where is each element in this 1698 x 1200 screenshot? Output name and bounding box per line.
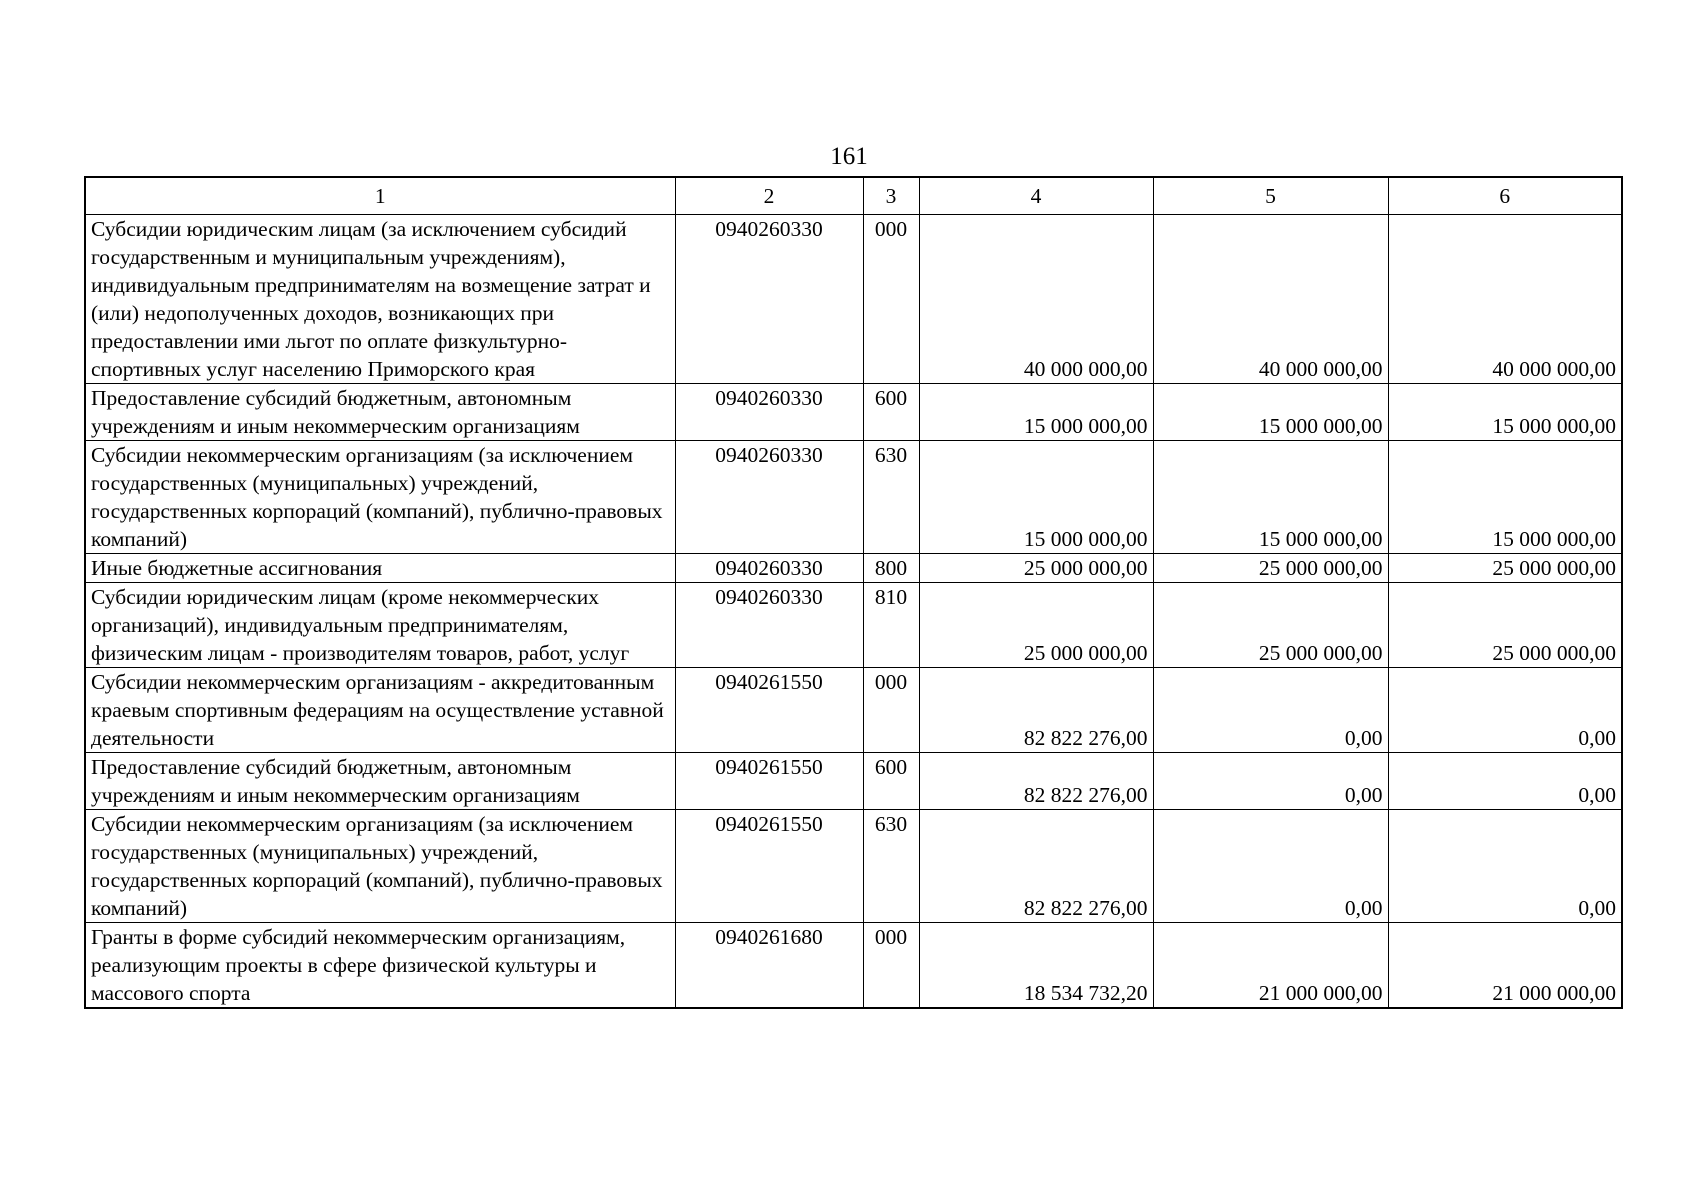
row-name: Предоставление субсидий бюджетным, автономным учреждениям и иным некоммерческим организациям — [85, 753, 675, 810]
row-amount-col6: 0,00 — [1388, 753, 1622, 810]
row-name: Предоставление субсидий бюджетным, автономным учреждениям и иным некоммерческим организациям — [85, 384, 675, 441]
row-type: 810 — [863, 583, 919, 668]
row-name: Субсидии юридическим лицам (за исключением субсидий государственным и муниципальным учреждениям), индивидуальным предпринимателям на возмещение затрат и (или) недополученных доходов, возникающих при предоставлении ими льгот по оплате физкультурно-спортивных услуг населению Приморского края — [85, 215, 675, 384]
row-code: 0940260330 — [675, 554, 863, 583]
row-amount-col4: 40 000 000,00 — [919, 215, 1153, 384]
row-amount-col6: 15 000 000,00 — [1388, 384, 1622, 441]
row-amount-col6: 40 000 000,00 — [1388, 215, 1622, 384]
row-code: 0940260330 — [675, 583, 863, 668]
table-row — [85, 753, 1622, 810]
row-amount-col4: 15 000 000,00 — [919, 384, 1153, 441]
row-amount-col6: 25 000 000,00 — [1388, 554, 1622, 583]
row-amount-col6: 15 000 000,00 — [1388, 441, 1622, 554]
row-name: Иные бюджетные ассигнования — [85, 554, 675, 583]
row-type: 000 — [863, 923, 919, 1009]
column-header-6: 6 — [1388, 177, 1622, 215]
column-header-2: 2 — [675, 177, 863, 215]
table-row — [85, 668, 1622, 753]
row-amount-col5: 40 000 000,00 — [1153, 215, 1388, 384]
table-row — [85, 583, 1622, 668]
row-amount-col6: 0,00 — [1388, 810, 1622, 923]
table-row — [85, 441, 1622, 554]
header-row — [85, 177, 1622, 215]
row-amount-col4: 82 822 276,00 — [919, 668, 1153, 753]
row-amount-col4: 25 000 000,00 — [919, 554, 1153, 583]
column-header-1: 1 — [85, 177, 675, 215]
column-header-3: 3 — [863, 177, 919, 215]
row-amount-col5: 21 000 000,00 — [1153, 923, 1388, 1009]
row-name: Гранты в форме субсидий некоммерческим организациям, реализующим проекты в сфере физической культуры и массового спорта — [85, 923, 675, 1009]
row-amount-col4: 15 000 000,00 — [919, 441, 1153, 554]
row-type: 000 — [863, 668, 919, 753]
row-name: Субсидии некоммерческим организациям (за исключением государственных (муниципальных) учреждений, государственных корпораций (компаний), публично-правовых компаний) — [85, 441, 675, 554]
row-code: 0940261680 — [675, 923, 863, 1009]
row-amount-col5: 0,00 — [1153, 810, 1388, 923]
row-amount-col4: 82 822 276,00 — [919, 810, 1153, 923]
row-amount-col4: 25 000 000,00 — [919, 583, 1153, 668]
table-row — [85, 810, 1622, 923]
row-amount-col5: 25 000 000,00 — [1153, 583, 1388, 668]
row-code: 0940260330 — [675, 384, 863, 441]
row-amount-col6: 25 000 000,00 — [1388, 583, 1622, 668]
column-header-4: 4 — [919, 177, 1153, 215]
column-header-5: 5 — [1153, 177, 1388, 215]
row-amount-col4: 18 534 732,20 — [919, 923, 1153, 1009]
row-type: 600 — [863, 384, 919, 441]
row-name: Субсидии некоммерческим организациям (за исключением государственных (муниципальных) учреждений, государственных корпораций (компаний), публично-правовых компаний) — [85, 810, 675, 923]
table-row — [85, 384, 1622, 441]
row-type: 630 — [863, 810, 919, 923]
row-amount-col4: 82 822 276,00 — [919, 753, 1153, 810]
budget-table — [84, 176, 1623, 1009]
row-type: 000 — [863, 215, 919, 384]
row-amount-col6: 0,00 — [1388, 668, 1622, 753]
row-type: 800 — [863, 554, 919, 583]
row-code: 0940261550 — [675, 668, 863, 753]
row-code: 0940260330 — [675, 441, 863, 554]
row-type: 630 — [863, 441, 919, 554]
row-type: 600 — [863, 753, 919, 810]
page-number: 161 — [830, 143, 868, 170]
row-amount-col5: 25 000 000,00 — [1153, 554, 1388, 583]
table-row — [85, 923, 1622, 1009]
row-name: Субсидии юридическим лицам (кроме некоммерческих организаций), индивидуальным предпринимателям, физическим лицам - производителям товаров, работ, услуг — [85, 583, 675, 668]
row-code: 0940261550 — [675, 753, 863, 810]
row-amount-col6: 21 000 000,00 — [1388, 923, 1622, 1009]
row-name: Субсидии некоммерческим организациям - аккредитованным краевым спортивным федерациям на осуществление уставной деятельности — [85, 668, 675, 753]
row-amount-col5: 0,00 — [1153, 753, 1388, 810]
row-code: 0940260330 — [675, 215, 863, 384]
row-code: 0940261550 — [675, 810, 863, 923]
row-amount-col5: 0,00 — [1153, 668, 1388, 753]
row-amount-col5: 15 000 000,00 — [1153, 384, 1388, 441]
table-row — [85, 554, 1622, 583]
table-row — [85, 215, 1622, 384]
row-amount-col5: 15 000 000,00 — [1153, 441, 1388, 554]
